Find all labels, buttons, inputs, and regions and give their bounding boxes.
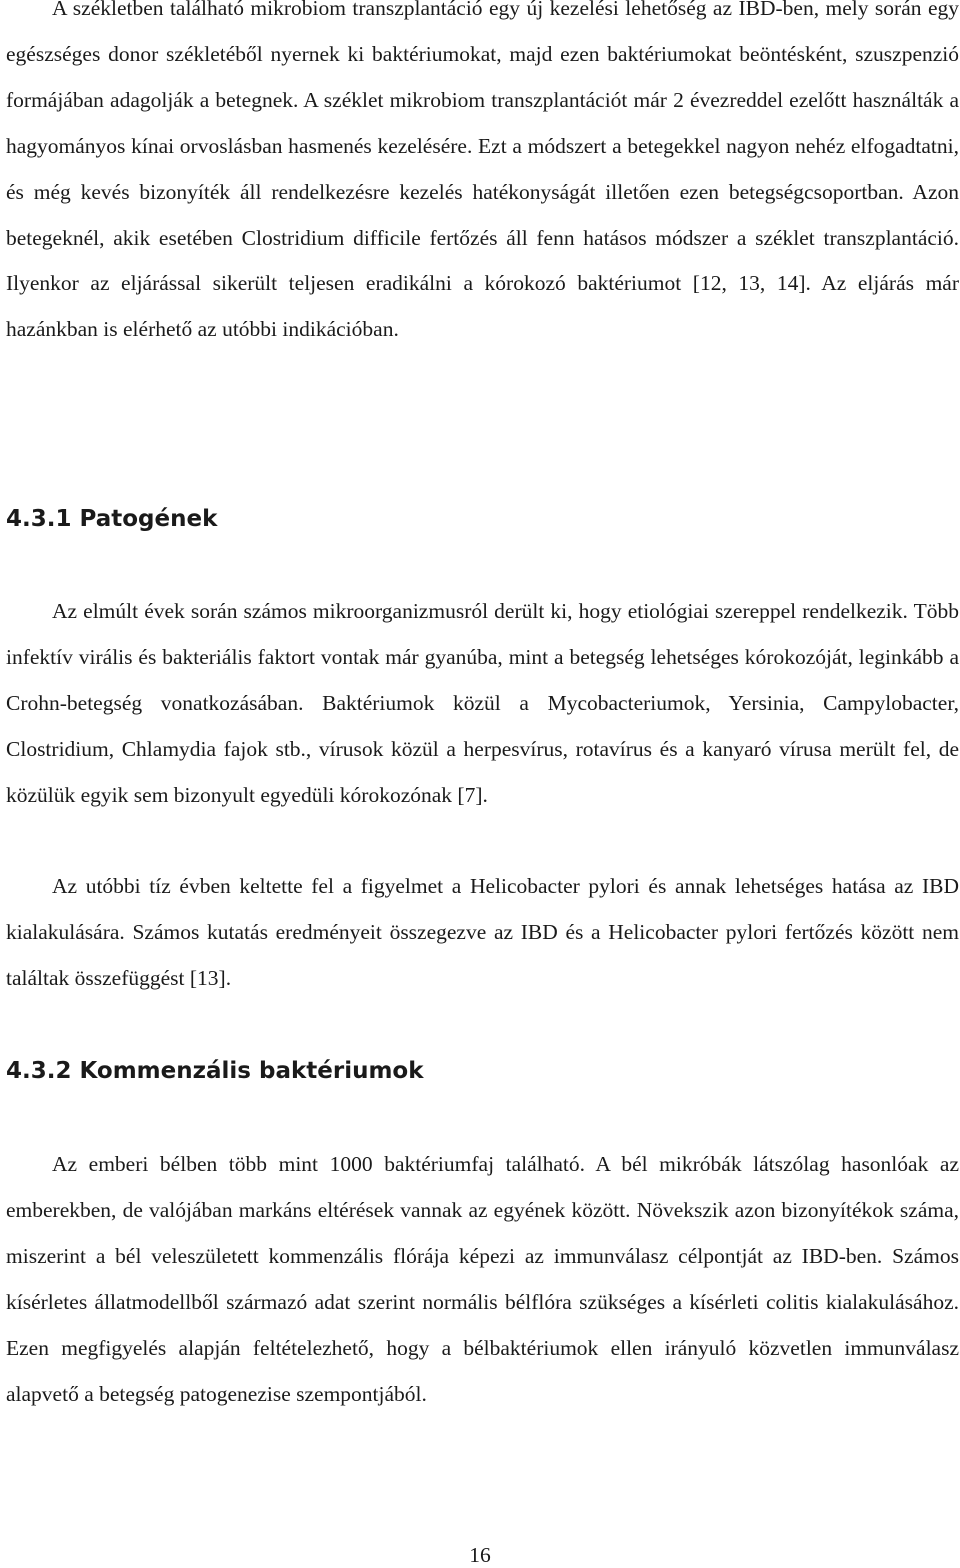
section-heading-commensal-bacteria: 4.3.2 Kommenzális baktériumok xyxy=(6,1058,424,1084)
section-heading-pathogens: 4.3.1 Patogének xyxy=(6,506,218,532)
page-number: 16 xyxy=(469,1543,491,1567)
paragraph-commensal-bacteria: Az emberi bélben több mint 1000 baktériumfaj található. A bél mikróbák látszólag hasonlóak az emberekben, de valójában markáns eltérések vannak az egyének között. Növekszik azon bizonyítékok száma, miszerint a bél veleszületett kommenzális flórája képezi az immunválasz célpontját az IBD-ben. Számos kísérletes állatmodellből származó adat szerint normális bélflóra szükséges a kísérleti colitis kialakulásához. Ezen megfigyelés alapján feltételezhető, hogy a bélbaktériumok ellen irányuló közvetlen immunválasz alapvető a betegség patogenezise szempontjából. xyxy=(6,1152,959,1406)
paragraph-microbiome-transplant: A székletben található mikrobiom transzplantáció egy új kezelési lehetőség az IBD-ben, mely során egy egészséges donor székletéből nyernek ki baktériumokat, majd ezen baktériumokat beöntésként, szuszpenzió formájában adagolják a betegnek. A széklet mikrobiom transzplantációt már 2 évezreddel ezelőtt használták a hagyományos kínai orvoslásban hasmenés kezelésére. Ezt a módszert a betegekkel nagyon nehéz elfogadtatni, és még kevés bizonyíték áll rendelkezésre kezelés hatékonyságát illetően ezen betegségcsoportban. Azon betegeknél, akik esetében Clostridium difficile fertőzés áll fenn hatásos módszer a széklet transzplantáció. Ilyenkor az eljárással sikerült teljesen eradikálni a kórokozó baktériumot [12, 13, 14]. Az eljárás már hazánkban is elérhető az utóbbi indikációban. xyxy=(6,0,959,342)
paragraph-pathogens: Az elmúlt évek során számos mikroorganizmusról derült ki, hogy etiológiai szereppel rendelkezik. Több infektív virális és bakteriális faktort vontak már gyanúba, mint a betegség lehetséges kórokozóját, leginkább a Crohn-betegség vonatkozásában. Baktériumok közül a Mycobacteriumok, Yersinia, Campylobacter, Clostridium, Chlamydia fajok stb., vírusok közül a herpesvírus, rotavírus és a kanyaró vírusa merült fel, de közülük egyik sem bizonyult egyedüli kórokozónak [7]. xyxy=(6,599,959,807)
paragraph-helicobacter: Az utóbbi tíz évben keltette fel a figyelmet a Helicobacter pylori és annak lehetséges hatása az IBD kialakulására. Számos kutatás eredményeit összegezve az IBD és a Helicobacter pylori fertőzés között nem találtak összefüggést [13]. xyxy=(6,874,959,990)
